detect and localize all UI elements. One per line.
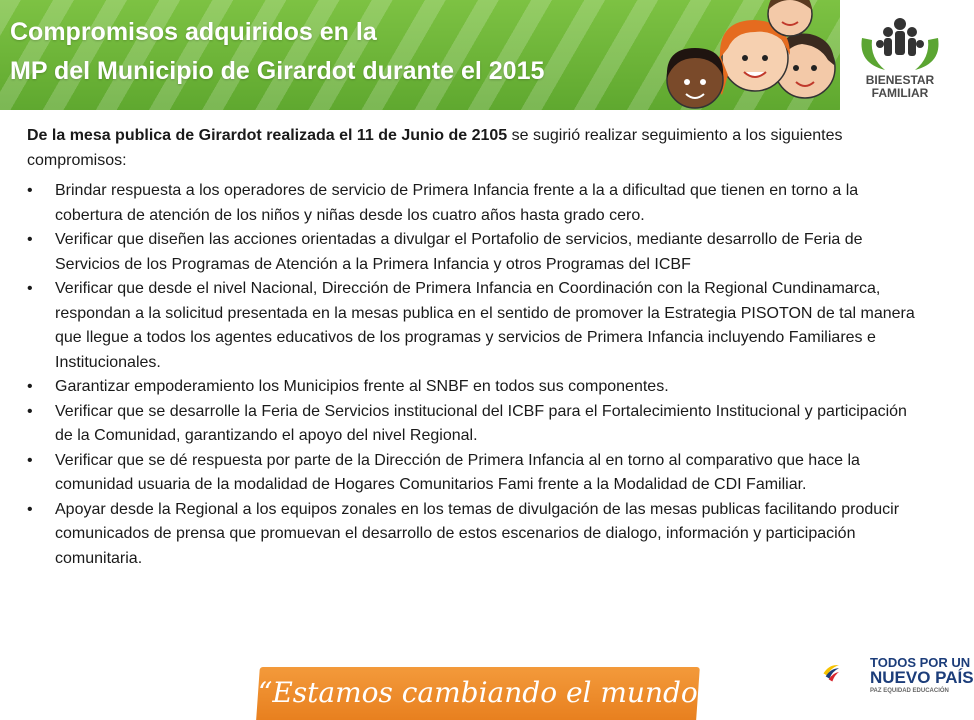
list-item: • Garantizar empoderamiento los Municipios frente al SNBF en todos sus componentes. bbox=[55, 375, 927, 400]
logo-name-line1: BIENESTAR bbox=[865, 73, 935, 87]
list-item: • Verificar que desde el nivel Nacional, Dirección de Primera Infancia en Coordinación con la Regional Cundinamarca, respondan a la solicitud presentada en la mesas publica en el sentido de promover la Estrategia PISOTON de tal manera que llegue a todos los agentes educativos de los programas y servicios de Primera Infancia incluyendo Familiares e Institucionales. bbox=[55, 277, 927, 375]
bienestar-familiar-logo bbox=[840, 0, 960, 110]
main-content bbox=[27, 124, 927, 571]
children-illustration bbox=[650, 0, 840, 110]
slogan-text: “Estamos cambiando el mundo” bbox=[258, 676, 713, 709]
list-item: • Brindar respuesta a los operadores de servicio de Primera Infancia frente a la a dificultad que tienen en torno a la cobertura de atención de los niños y niñas desde los cuatro años hasta grado cero. bbox=[55, 179, 927, 228]
intro-bold-text: De la mesa publica de Girardot realizada el 11 de Junio de 2105 bbox=[27, 127, 508, 144]
list-item: • Verificar que se desarrolle la Feria de Servicios institucional del ICBF para el Fortalecimiento Institucional y participación de la Comunidad, garantizando el apoyo del nivel Regional. bbox=[55, 400, 927, 449]
gov-slogan-line3: PAZ EQUIDAD EDUCACIÓN bbox=[870, 688, 949, 694]
list-item: • Apoyar desde la Regional a los equipos zonales en los temas de divulgación de las mesas publicas facilitando producir comunicados de prensa que promuevan el desarrollo de estos escenarios de dialogo, información y participación comunitaria. bbox=[55, 498, 927, 572]
logo-name-line2: FAMILIAR bbox=[871, 86, 929, 100]
list-item: • Verificar que se dé respuesta por parte de la Dirección de Primera Infancia al en torno al comparativo que hace la comunidad usuaria de la modalidad de Hogares Comunitarios Fami frente a la Modalidad de CDI Familiar. bbox=[55, 449, 927, 498]
icbf-family-icon bbox=[840, 8, 960, 74]
commitments-list bbox=[27, 179, 927, 571]
gov-slogan-line2: NUEVO PAÍS bbox=[870, 668, 974, 687]
gov-slogan-line1: TODOS POR UN bbox=[870, 655, 971, 670]
page-title-line1: Compromisos adquiridos en la bbox=[10, 18, 377, 46]
colombia-flag-icon bbox=[822, 645, 870, 700]
list-item: • Verificar que diseñen las acciones orientadas a divulgar el Portafolio de servicios, mediante desarrollo de Feria de Servicios de los Programas de Atención a la Primera Infancia y otros Programas del ICBF bbox=[55, 228, 927, 277]
page-title-line2: MP del Municipio de Girardot durante el 2015 bbox=[10, 57, 545, 85]
header-banner bbox=[0, 0, 960, 110]
intro-paragraph bbox=[27, 124, 927, 173]
intro-rest-text: se sugirió realizar seguimiento a los siguientes compromisos: bbox=[27, 127, 843, 169]
